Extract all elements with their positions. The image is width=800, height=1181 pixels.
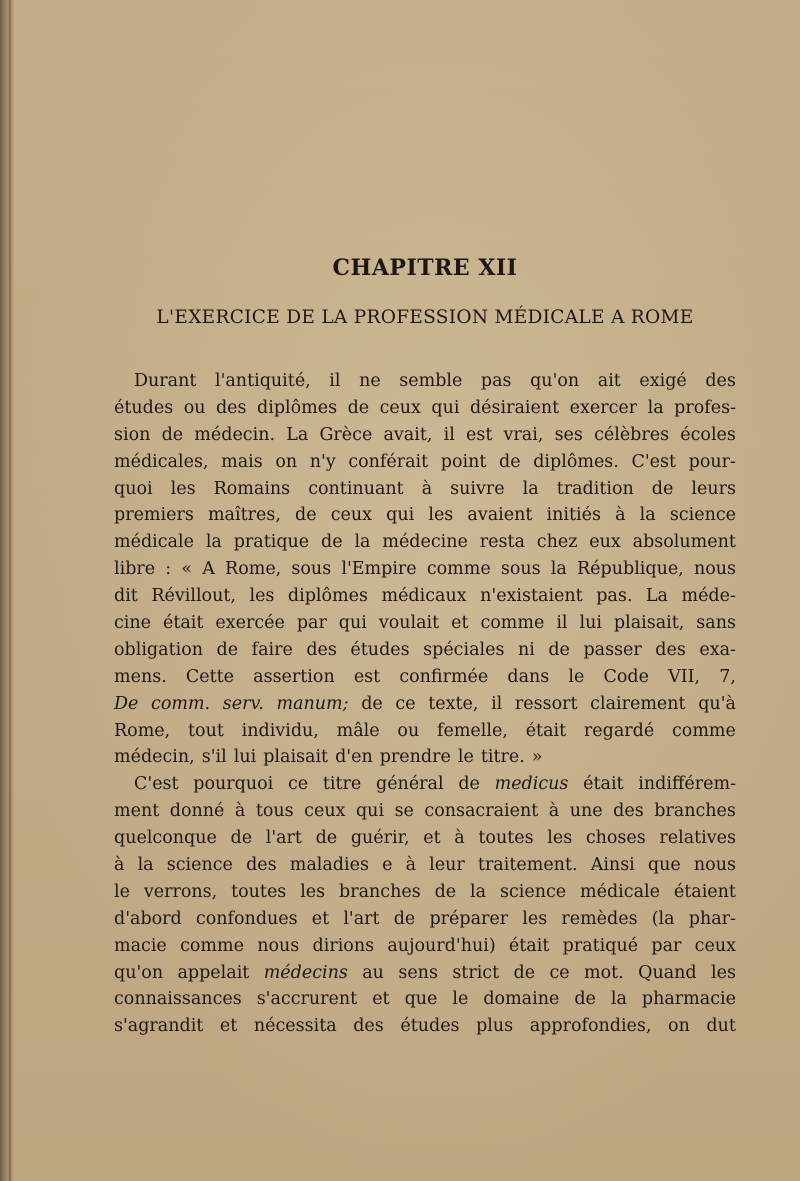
text-line [114,449,736,476]
word: pas. [596,586,633,607]
word: de [651,478,674,499]
text-line [114,395,736,422]
word: les [428,505,454,526]
word: on [668,1016,690,1037]
word: ou [183,397,206,418]
word: maîtres, [207,505,281,526]
word: strict [452,962,500,983]
word: le [568,666,585,687]
word: médicaux [381,586,467,607]
word: de [548,639,570,660]
word: VII, [668,666,701,687]
word: mens. [114,666,167,687]
word: ne [359,371,381,391]
word: était [525,720,567,741]
word: médecine [382,532,468,553]
word: assertion [253,666,335,687]
word: les [300,881,326,902]
word: Code [603,666,649,687]
word: clairement [590,693,686,714]
text-line [114,610,736,637]
word: d'abord [114,908,182,929]
text-line [114,960,736,987]
word: l'art [343,908,380,929]
word: ce [549,962,570,983]
word: plaisait [263,747,329,768]
word: donné [169,801,225,822]
word: toutes [478,828,534,849]
section-title: L'EXERCICE DE LA PROFESSION MÉDICALE A ROME [156,307,694,328]
word: pharmacie [641,989,736,1010]
text-line [114,529,736,556]
word: branches [339,881,421,902]
word: sion [114,424,151,445]
word: diplômes [287,586,368,607]
word: remèdes [561,908,638,929]
text-line [114,691,736,718]
word: s'agrandit [114,1016,204,1037]
word: phar- [688,908,736,929]
word: profes- [674,397,736,418]
book-gutter [0,0,14,1181]
word: des [613,801,644,822]
word: était [583,774,624,795]
word: leurs [691,478,736,499]
word: de [574,989,596,1010]
word: premiers [114,505,194,526]
word: choses [585,828,646,849]
word: la [550,559,567,580]
text-line [114,986,736,1013]
word: quelconque [114,828,217,849]
word: était [508,935,550,956]
word: e [382,855,393,876]
word: comme [426,559,491,580]
word: sans [696,613,736,634]
word: quoi [114,478,153,499]
word: lui [233,747,257,768]
text-line [114,583,736,610]
word: absolument [632,532,736,553]
word: à [454,828,465,849]
word: une [569,801,603,822]
word: « [181,559,193,580]
word: ceux [330,505,373,526]
word: est [353,666,381,687]
word: ce [395,693,416,714]
word: pourquoi [193,774,274,795]
word: eux [589,532,621,553]
word: célèbres [594,424,670,445]
text-line [114,852,736,879]
word: nécessita [253,1016,337,1037]
word: diplômes [257,397,338,418]
word: C'est [631,451,677,472]
word: resta [479,532,525,553]
word: de [295,505,317,526]
word: ou [397,720,420,741]
word: faire [251,639,293,660]
word: au [362,962,384,983]
word: spéciales [423,639,505,660]
word: sous [291,559,332,580]
word: lui [579,613,602,634]
word: texte, [428,693,479,714]
word: Grèce [319,424,373,445]
word: comme [180,935,244,956]
word: d'en [335,747,373,768]
word: comm. [151,693,211,714]
word: exigé [639,371,687,391]
word: appelait [177,962,250,983]
word: général [376,774,444,795]
word: qu'on [530,371,580,391]
word: dans [507,666,550,687]
word: l'art [265,828,302,849]
word: des [655,639,686,660]
text-line [114,1013,736,1040]
word: la [639,505,656,526]
word: science [166,855,233,876]
word: on [275,451,298,472]
word: par [296,613,327,634]
word: de [315,828,338,849]
gutter-fold-line [9,0,11,1181]
word: Rome, [225,559,282,580]
word: (la [651,908,675,929]
word: 7, [719,666,736,687]
word: tradition [556,478,634,499]
word: femelle, [437,720,508,741]
word: conférait [348,451,429,472]
word: domaine [483,989,560,1010]
word: manum; [276,693,349,714]
word: Cette [185,666,235,687]
word: approfondies, [529,1016,652,1037]
word: titre. [480,747,525,768]
word: et [372,989,390,1010]
word: s'il [201,747,227,768]
word: comme [480,613,545,634]
word: tous [255,801,294,822]
word: par [651,935,682,956]
word: ait [597,371,621,391]
word: de [513,962,536,983]
word: de [347,397,370,418]
word: individu, [241,720,319,741]
word: connaissances [114,989,242,1010]
word: et [451,613,469,634]
word: traitement. [477,855,578,876]
word: Quand [638,962,697,983]
word: Révillout, [151,586,236,607]
word: chez [536,532,578,553]
paragraph-1 [114,368,736,771]
word: que [404,989,438,1010]
word: toutes [231,881,287,902]
text-line [114,422,736,449]
word: à [114,855,125,876]
word: diplômes. [533,451,619,472]
word: confirmée [399,666,489,687]
text-line [114,879,736,906]
word: la [354,532,371,553]
word: n'existaient [480,586,583,607]
word: il [329,371,341,391]
word: est [465,424,493,445]
word: études [114,397,174,418]
word: ment [114,801,160,822]
word: de [216,639,239,660]
word: qui [355,801,385,822]
word: il [556,613,568,634]
word: écoles [680,424,736,445]
word: nous [693,559,736,580]
text-line [114,825,736,852]
word: A [202,559,215,580]
text-line [114,798,736,825]
word: de [434,881,457,902]
word: tout [188,720,224,741]
word: la [137,855,154,876]
word: médicale [114,532,194,553]
word: mot. [583,962,624,983]
word: qui [386,505,415,526]
word: semble [399,371,463,391]
word: vrai, [503,424,544,445]
word: de [393,908,416,929]
word: de [458,774,480,795]
word: et [311,908,330,929]
body-text [114,368,736,1040]
word: médecin. [194,424,276,445]
word: études [350,639,410,660]
word: les [522,908,548,929]
word: étaient [673,881,736,902]
word: ceux [379,397,421,418]
word: pas [480,371,512,391]
word: serv. [222,693,264,714]
paragraph-2 [114,771,736,1040]
word: comme [672,720,736,741]
word: mais [221,451,263,472]
word: n'y [309,451,336,472]
word: passer [583,639,642,660]
word: Ainsi [590,855,635,876]
text-line [114,718,736,745]
word: Rome, [114,720,171,741]
word: des [306,639,337,660]
word: exercer [569,397,638,418]
word: titre [322,774,362,795]
word: ceux [304,801,346,822]
word: de [499,451,521,472]
word: voulait [378,613,440,634]
word: médicales, [114,451,209,472]
word: que [647,855,681,876]
word: : [165,559,172,580]
word: des [705,371,736,391]
word: à [421,478,433,499]
word: continuant [308,478,404,499]
word: les [711,962,736,983]
word: libre [114,559,156,580]
word: exercée [215,613,285,634]
word: les [249,586,275,607]
word: République, [576,559,684,580]
word: qu'on [114,962,164,983]
word: désiraient [469,397,560,418]
word: médecin, [114,747,195,768]
word: plaisait, [613,613,685,634]
text-line [114,368,736,395]
word: ressort [514,693,578,714]
word: science [499,881,567,902]
text-line [114,933,736,960]
word: et [219,1016,238,1037]
word: ses [554,424,583,445]
word: nous [257,935,300,956]
word: à [234,801,246,822]
text-line [114,664,736,691]
word: maladies [289,855,369,876]
word: » [531,747,543,768]
word: leur [429,855,465,876]
word: se [394,801,414,822]
word: point [440,451,487,472]
word: qu'à [698,693,736,714]
word: la [470,881,487,902]
word: il [443,424,455,445]
word: la [205,532,222,553]
word: le [114,881,130,902]
word: cine [114,613,152,634]
word: confondues [195,908,298,929]
word: pour- [688,451,736,472]
word: aujourd'hui) [387,935,496,956]
word: la [647,397,664,418]
word: il [491,693,503,714]
text-line [114,476,736,503]
word: le [457,747,474,768]
word: prendre [379,747,451,768]
word: regardé [583,720,655,741]
word: De [114,693,139,714]
word: à [615,505,626,526]
word: avait, [383,424,433,445]
text-line [114,637,736,664]
text-line [114,771,736,798]
word: de [161,424,184,445]
word: mâle [336,720,380,741]
word: Romains [213,478,291,499]
text-line [114,906,736,933]
word: ceux [694,935,736,956]
word: qui [338,613,367,634]
chapter-heading: CHAPITRE XII [332,255,518,281]
word: initiés [546,505,601,526]
word: consacraient [424,801,539,822]
word: pratiqué [562,935,639,956]
word: des [353,1016,384,1037]
text-line [114,556,736,583]
word: nous [693,855,736,876]
word: La [286,424,309,445]
word: à [405,855,417,876]
word: exa- [699,639,736,660]
word: médicale [580,881,660,902]
word: et [423,828,441,849]
word: dut [706,1016,736,1037]
word: les [170,478,196,499]
word: branches [654,801,736,822]
word: méde- [681,586,736,607]
word: dit [114,586,138,607]
word: La [645,586,668,607]
word: de [321,532,343,553]
word: sens [398,962,438,983]
word: la [610,989,627,1010]
word: s'accrurent [256,989,358,1010]
word: à [548,801,560,822]
word: le [452,989,469,1010]
word: des [246,855,277,876]
word: pratique [233,532,310,553]
word: qui [431,397,460,418]
word: avaient [467,505,533,526]
word: médecins [263,962,348,983]
word: science [669,505,736,526]
word: macie [114,935,167,956]
word: de [361,693,383,714]
word: de [230,828,253,849]
word: était [162,613,204,634]
word: suivre [450,478,505,499]
word: ni [517,639,535,660]
word: medicus [494,774,569,795]
text-line [114,502,736,529]
word: la [522,478,539,499]
word: dirions [312,935,375,956]
word: Durant [134,371,197,391]
word: plus [476,1016,514,1037]
text-line [114,744,736,771]
word: préparer [429,908,509,929]
word: l'antiquité, [214,371,311,391]
word: obligation [114,639,204,660]
word: les [547,828,573,849]
word: indifférem- [638,774,736,795]
word: sous [500,559,541,580]
word: C'est [134,774,179,795]
word: ce [288,774,309,795]
word: des [215,397,247,418]
word: l'Empire [341,559,417,580]
word: verrons, [143,881,218,902]
word: guérir, [350,828,410,849]
word: relatives [659,828,736,849]
word: études [400,1016,460,1037]
